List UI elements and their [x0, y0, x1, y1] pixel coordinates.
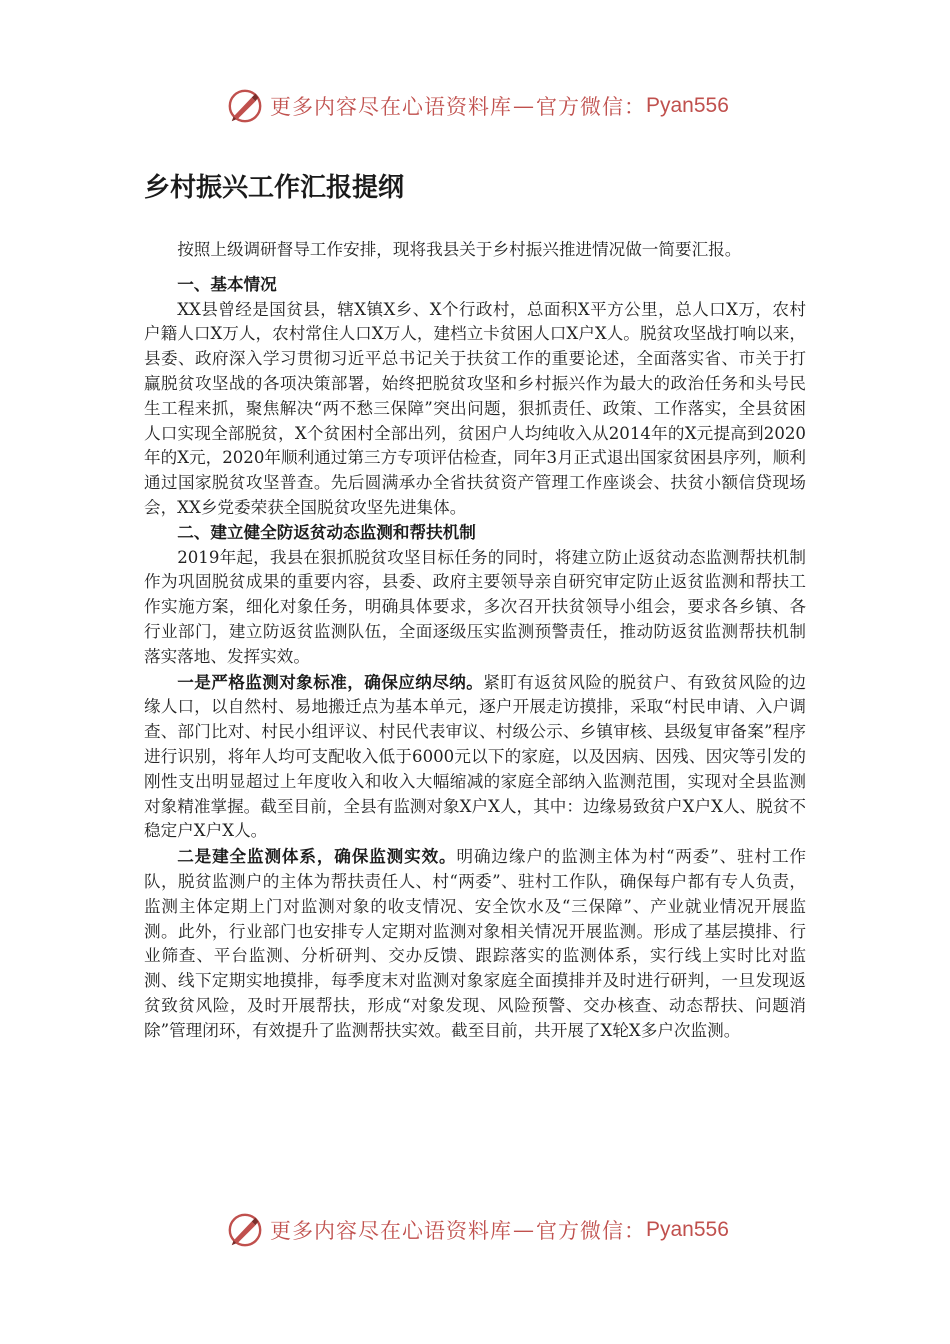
- section-heading-monitoring-mechanism: 二、建立健全防返贫动态监测和帮扶机制: [177, 522, 476, 542]
- footer-banner: [226, 1210, 729, 1250]
- header-banner: [226, 86, 729, 126]
- point-paragraph-1: [144, 670, 806, 845]
- banner-wechat-id: Pyan556: [646, 94, 729, 117]
- pen-logo-icon: [226, 1211, 264, 1249]
- point-1-body: 紧盯有返贫风险的脱贫户、有致贫风险的边缘人口，以自然村、易地搬迁点为基本单元，逐户开展走访摸排，采取“村民申请、入户调查、部门比对、村民小组评议、村民代表审议、村级公示、乡镇审核、县级复审备案”程序进行识别，将年人均可支配收入低于6000元以下的家庭，以及因病、因残、因灾等引发的刚性支出明显超过上年度收入和收入大幅缩减的家庭全部纳入监测范围，实现对全县监测对象精准掌握。截至目前，全县有监测对象X户X人，其中：边缘易致贫户X户X人、脱贫不稳定户X户X人。: [144, 672, 806, 841]
- banner-wechat-label: 官方微信：: [536, 1219, 646, 1243]
- banner-separator: —: [513, 1218, 535, 1242]
- document-title: 乡村振兴工作汇报提纲: [144, 173, 405, 203]
- point-2-body: 明确边缘户的监测主体为村“两委”、驻村工作队，脱贫监测户的主体为帮扶责任人、村“两委”、驻村工作队，确保每户都有专人负责，监测主体定期上门对监测对象的收支情况、安全饮水及“三保障”、产业就业情况开展监测。此外，行业部门也安排专人定期对监测对象相关情况开展监测。形成了基层摸排、行业筛查、平台监测、分析研判、交办反馈、跟踪落实的监测体系，实行线上实时比对监测、线下定期实地摸排，每季度末对监测对象家庭全面摸排并及时进行研判，一旦发现返贫致贫风险，及时开展帮扶，形成“对象发现、风险预警、交办核查、动态帮扶、问题消除”管理闭环，有效提升了监测帮扶实效。截至目前，共开展了X轮X多户次监测。: [144, 847, 807, 1040]
- pen-logo-icon: [226, 87, 264, 125]
- point-1-lead: 一是严格监测对象标准，确保应纳尽纳。: [177, 671, 484, 692]
- banner-wechat-label: 官方微信：: [536, 95, 646, 119]
- section-paragraph-monitoring-mechanism: 2019年起，我县在狠抓脱贫攻坚目标任务的同时，将建立防止返贫动态监测帮扶机制作为巩固脱贫成果的重要内容，县委、政府主要领导亲自研究审定防止返贫监测和帮扶工作实施方案，细化对象任务，明确具体要求，多次召开扶贫领导小组会，要求各乡镇、各行业部门，建立防返贫监测队伍，全面逐级压实监测预警责任，推动防返贫监测帮扶机制落实落地、发挥实效。: [144, 547, 806, 666]
- banner-wechat-id: Pyan556: [646, 1218, 729, 1241]
- banner-separator: —: [513, 94, 535, 118]
- banner-brand-text: 更多内容尽在心语资料库: [270, 1219, 512, 1243]
- intro-paragraph: 按照上级调研督导工作安排，现将我县关于乡村振兴推进情况做一简要汇报。: [177, 240, 742, 259]
- banner-brand-text: 更多内容尽在心语资料库: [270, 95, 512, 119]
- document-body: [144, 168, 806, 1044]
- section-heading-basic-situation: 一、基本情况: [177, 274, 277, 294]
- section-paragraph-basic-situation: XX县曾经是国贫县，辖X镇X乡、X个行政村，总面积X平方公里，总人口X万，农村户籍人口X万人，农村常住人口X万人，建档立卡贫困人口X户X人。脱贫攻坚战打响以来，县委、政府深入学习贯彻习近平总书记关于扶贫工作的重要论述，全面落实省、市关于打赢脱贫攻坚战的各项决策部署，始终把脱贫攻坚和乡村振兴作为最大的政治任务和头号民生工程来抓，聚焦解决“两不愁三保障”突出问题，狠抓责任、政策、工作落实，全县贫困人口实现全部脱贫，X个贫困村全部出列，贫困户人均纯收入从2014年的X元提高到2020年的X元，2020年顺利通过第三方专项评估检查，同年3月正式退出国家贫困县序列，顺利通过国家脱贫攻坚普查。先后圆满承办全省扶贫资产管理工作座谈会、扶贫小额信贷现场会，XX乡党委荣获全国脱贫攻坚先进集体。: [144, 299, 806, 517]
- point-paragraph-2: [144, 844, 806, 1043]
- point-2-lead: 二是建全监测体系，确保监测实效。: [177, 846, 457, 867]
